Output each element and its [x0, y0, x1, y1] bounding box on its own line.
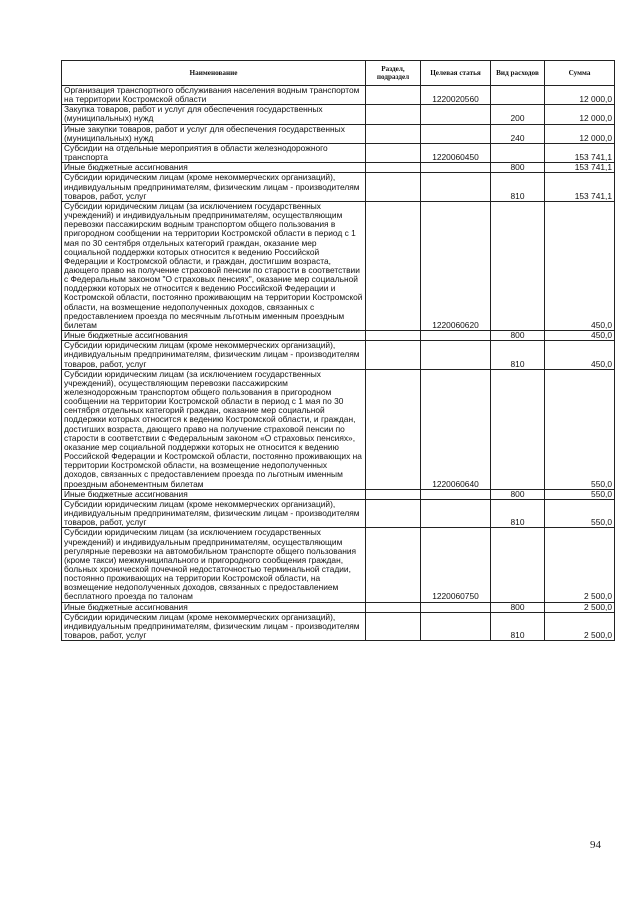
- table-row: [62, 143, 615, 162]
- cell-expense-type: 200: [491, 105, 545, 124]
- cell-expense-type: [491, 201, 545, 330]
- cell-section: [366, 602, 421, 612]
- cell-section: [366, 143, 421, 162]
- table-row: [62, 528, 615, 602]
- cell-section: [366, 331, 421, 341]
- cell-amount: 12 000,0: [545, 86, 615, 105]
- cell-section: [366, 173, 421, 201]
- cell-expense-type: 240: [491, 124, 545, 143]
- cell-expense-type: [491, 143, 545, 162]
- cell-name: Субсидии юридическим лицам (за исключением государственных учреждений), осуществляющим перевозки пассажирским железнодорожным транспортом общего пользования в пригородном сообщении на территории Костромской области в период с 1 мая по 30 сентября отдельных категорий граждан, оказание мер социальной поддержки которых относится к ведению Костромской области, и граждан, достигших возраста, дающего право на получение страховой пенсии по старости в соответствии с Федеральным законом «О страховых пенсиях», оказание мер социальной поддержки которых не относится к ведению Российской Федерации и Костромской области, постоянно проживающих на территории Костромской области, на возмещение недополученных доходов, связанных с предоставлением проезда по льготным именным проездным абонементным билетам: [62, 369, 366, 489]
- table-row: [62, 499, 615, 527]
- cell-expense-type: 810: [491, 499, 545, 527]
- cell-target-code: 1220060450: [421, 143, 491, 162]
- cell-section: [366, 489, 421, 499]
- cell-target-code: [421, 602, 491, 612]
- cell-target-code: 1220060620: [421, 201, 491, 330]
- header-amount: Сумма: [545, 61, 615, 86]
- budget-table: [61, 60, 615, 641]
- cell-section: [366, 369, 421, 489]
- cell-target-code: 1220060640: [421, 369, 491, 489]
- cell-section: [366, 86, 421, 105]
- cell-name: Субсидии юридическим лицам (за исключением государственных учреждений) и индивидуальным предпринимателям, осуществляющим перевозки пассажирским водным транспортом общего пользования в пригородном сообщении на территории Костромской области в период с 1 мая по 30 сентября отдельных категорий граждан, оказание мер социальной поддержки которых относится к ведению Российской Федерации и Костромской области, и граждан, достигшим возраста, дающего право на получение страховой пенсии по старости в соответствии с Федеральным законом "О страховых пенсиях", оказание мер социальной поддержки которых не относится к ведению Российской Федерации и Костромской области, постоянно проживающим на территории Костромской области, на возмещение недополученных доходов, связанных с предоставлением проезда по месячным льготным именным проездным билетам: [62, 201, 366, 330]
- cell-section: [366, 612, 421, 640]
- cell-section: [366, 105, 421, 124]
- cell-expense-type: [491, 528, 545, 602]
- cell-target-code: 1220020560: [421, 86, 491, 105]
- cell-expense-type: [491, 86, 545, 105]
- cell-amount: 450,0: [545, 201, 615, 330]
- cell-name: Организация транспортного обслуживания населения водным транспортом на территории Костромской области: [62, 86, 366, 105]
- table-row: [62, 341, 615, 369]
- cell-name: Субсидии юридическим лицам (кроме некоммерческих организаций), индивидуальным предпринимателям, физическим лицам - производителям товаров, работ, услуг: [62, 612, 366, 640]
- table-row: [62, 612, 615, 640]
- cell-amount: 12 000,0: [545, 105, 615, 124]
- cell-amount: 2 500,0: [545, 602, 615, 612]
- cell-expense-type: 800: [491, 163, 545, 173]
- cell-name: Закупка товаров, работ и услуг для обеспечения государственных (муниципальных) нужд: [62, 105, 366, 124]
- cell-amount: 550,0: [545, 499, 615, 527]
- table-row: [62, 86, 615, 105]
- table-header-row: [62, 61, 615, 86]
- table-row: [62, 124, 615, 143]
- cell-name: Иные бюджетные ассигнования: [62, 331, 366, 341]
- table-row: [62, 489, 615, 499]
- cell-target-code: [421, 124, 491, 143]
- table-row: [62, 201, 615, 330]
- cell-name: Субсидии юридическим лицам (кроме некоммерческих организаций), индивидуальным предпринимателям, физическим лицам - производителям товаров, работ, услуг: [62, 499, 366, 527]
- cell-name: Субсидии юридическим лицам (кроме некоммерческих организаций), индивидуальным предпринимателям, физическим лицам - производителям товаров, работ, услуг: [62, 173, 366, 201]
- cell-name: Иные бюджетные ассигнования: [62, 602, 366, 612]
- cell-amount: 153 741,1: [545, 143, 615, 162]
- cell-amount: 2 500,0: [545, 528, 615, 602]
- header-target: Целевая статья: [421, 61, 491, 86]
- cell-name: Субсидии юридическим лицам (за исключением государственных учреждений) и индивидуальным предпринимателям, осуществляющим регулярные перевозки на автомобильном транспорте общего пользования (кроме такси) межмуниципального и пригородного сообщения граждан, больных хронической почечной недостаточностью терминальной стадии, постоянно проживающих на территории Костромской области, на возмещение недополученных доходов, связанных с предоставлением бесплатного проезда по талонам: [62, 528, 366, 602]
- table-row: [62, 369, 615, 489]
- cell-amount: 450,0: [545, 331, 615, 341]
- cell-target-code: [421, 341, 491, 369]
- cell-amount: 153 741,1: [545, 173, 615, 201]
- cell-target-code: [421, 499, 491, 527]
- cell-expense-type: 810: [491, 612, 545, 640]
- cell-name: Иные бюджетные ассигнования: [62, 489, 366, 499]
- table-row: [62, 105, 615, 124]
- cell-amount: 153 741,1: [545, 163, 615, 173]
- cell-section: [366, 499, 421, 527]
- cell-target-code: [421, 489, 491, 499]
- cell-amount: 550,0: [545, 369, 615, 489]
- cell-amount: 12 000,0: [545, 124, 615, 143]
- cell-target-code: [421, 173, 491, 201]
- table-row: [62, 163, 615, 173]
- cell-section: [366, 124, 421, 143]
- table-row: [62, 331, 615, 341]
- cell-target-code: [421, 612, 491, 640]
- cell-target-code: [421, 331, 491, 341]
- table-body: [62, 86, 615, 641]
- page-number: 94: [590, 839, 601, 851]
- cell-target-code: 1220060750: [421, 528, 491, 602]
- header-name: Наименование: [62, 61, 366, 86]
- cell-name: Субсидии юридическим лицам (кроме некоммерческих организаций), индивидуальным предпринимателям, физическим лицам - производителям товаров, работ, услуг: [62, 341, 366, 369]
- cell-amount: 2 500,0: [545, 612, 615, 640]
- table-row: [62, 173, 615, 201]
- cell-name: Иные бюджетные ассигнования: [62, 163, 366, 173]
- cell-section: [366, 201, 421, 330]
- cell-name: Субсидии на отдельные мероприятия в области железнодорожного транспорта: [62, 143, 366, 162]
- cell-section: [366, 341, 421, 369]
- header-section: Раздел, подраздел: [366, 61, 421, 86]
- cell-expense-type: 800: [491, 331, 545, 341]
- header-exptype: Вид расходов: [491, 61, 545, 86]
- cell-expense-type: 800: [491, 489, 545, 499]
- cell-target-code: [421, 163, 491, 173]
- table-row: [62, 602, 615, 612]
- cell-expense-type: [491, 369, 545, 489]
- cell-expense-type: 810: [491, 173, 545, 201]
- cell-amount: 550,0: [545, 489, 615, 499]
- cell-section: [366, 528, 421, 602]
- cell-expense-type: 800: [491, 602, 545, 612]
- cell-amount: 450,0: [545, 341, 615, 369]
- cell-name: Иные закупки товаров, работ и услуг для обеспечения государственных (муниципальных) нужд: [62, 124, 366, 143]
- cell-expense-type: 810: [491, 341, 545, 369]
- cell-section: [366, 163, 421, 173]
- cell-target-code: [421, 105, 491, 124]
